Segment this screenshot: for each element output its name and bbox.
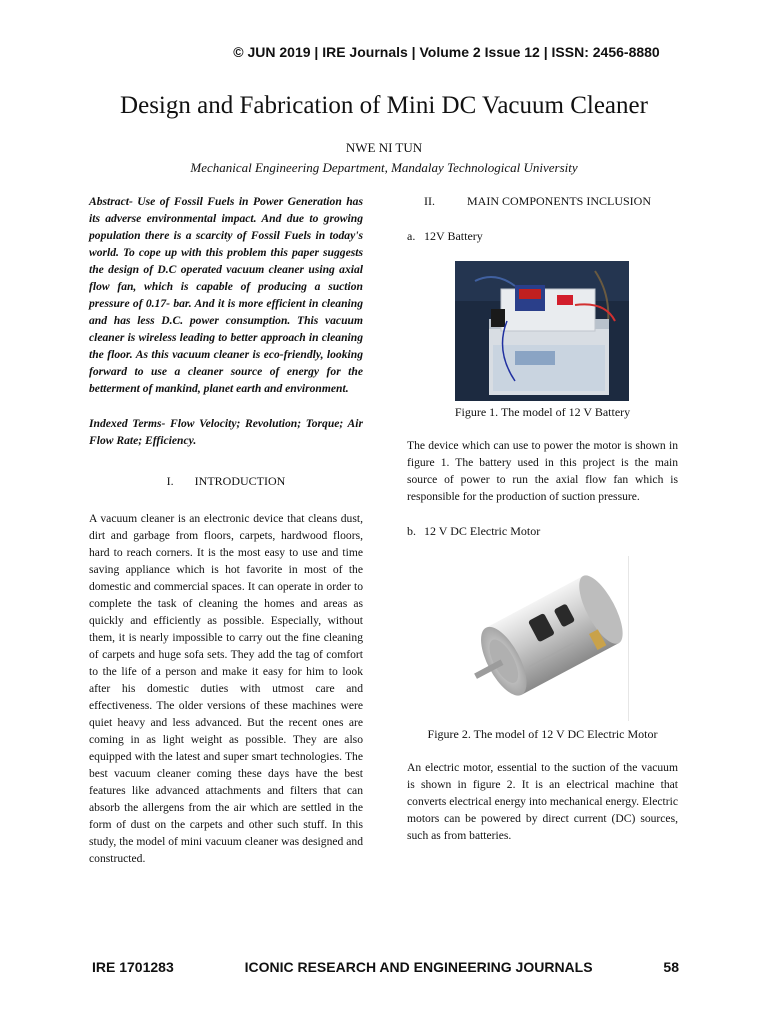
paper-title: Design and Fabrication of Mini DC Vacuum Cleaner: [120, 92, 648, 119]
section-number: I.: [166, 474, 174, 488]
motor-illustration: [459, 556, 629, 721]
figure-motor-photo: [459, 556, 629, 721]
page-number: 58: [663, 959, 679, 975]
page-footer: [92, 959, 679, 975]
subsection-letter: b.: [407, 524, 416, 538]
figure-battery-photo: [455, 261, 629, 401]
subsection-motor: [407, 523, 678, 540]
author-affiliation: Mechanical Engineering Department, Mandalay Technological University: [190, 160, 578, 175]
journal-header: © JUN 2019 | IRE Journals | Volume 2 Issue 12 | ISSN: 2456-8880: [233, 44, 660, 60]
subsection-title: 12V Battery: [424, 229, 483, 243]
section-title: MAIN COMPONENTS INCLUSION: [467, 194, 652, 208]
author-name: NWE NI TUN: [345, 140, 423, 155]
introduction-text: A vacuum cleaner is an electronic device that cleans dust, dirt and garbage from floors, carpets, hardwood floors, hard to reach corners. It is the most easy to use and time saving appliance which is hot favorite in most of the domestic and commercial spaces. It can operate in order to complete the task of cleaning the homes and areas as quickly and efficiently as possible. Especially, without them, it is nearly impossible to carry out the fine cleaning of carpets and huge sofa sets. They add the tag of comfort to the life of a person and make it easy for him to look after his domestic duties with utmost care and effectiveness. The older versions of these machines were quiet heavy and less advanced. But the recent ones are coming in as light weight as possible. They are also equipped with the latest and super smart technologies. The best vacuum cleaner coming these days have the best features like advanced attachments and filters that can absorb the allergens from the air which are settled in the form of dust on the carpets and other such stuff. In this study, the model of mini vacuum cleaner was designed and constructed.: [89, 512, 363, 865]
subsection-battery: [407, 228, 678, 245]
section-title: INTRODUCTION: [194, 474, 286, 488]
figure-2-caption: Figure 2. The model of 12 V DC Electric Motor: [427, 727, 658, 741]
journal-name: ICONIC RESEARCH AND ENGINEERING JOURNALS: [244, 959, 593, 975]
right-column: [407, 193, 678, 844]
subsection-title: 12 V DC Electric Motor: [424, 524, 541, 538]
section-heading-introduction: [89, 473, 363, 490]
section-heading-components: [407, 193, 678, 210]
subsection-letter: a.: [407, 229, 416, 243]
abstract: Abstract- Use of Fossil Fuels in Power Generation has its adverse environmental impact. And due to growing population there is a scarcity of Fossil Fuels in today's world. To cope up with this problem this paper suggests the design of D.C operated vacuum cleaner using axial flow fan, which is capable of producing a suction pressure of 0.17- bar. And it is more efficient in cleaning and has less D.C. power consumption. This vacuum cleaner is wireless leading to better approach in cleaning the floor. As this vacuum cleaner is eco-friendly, looking forward to use a cleaner source of energy for the betterment of mankind, planet earth and environment.: [89, 195, 363, 395]
section-number: II.: [424, 194, 435, 208]
paper-id: IRE 1701283: [92, 959, 174, 975]
left-column: [89, 193, 363, 867]
index-terms: Indexed Terms- Flow Velocity; Revolution; Torque; Air Flow Rate; Efficiency.: [89, 417, 363, 447]
battery-description: The device which can use to power the motor is shown in figure 1. The battery used in this project is the main source of power to run the axial flow fan which is responsible for the production of suction pressure.: [407, 439, 678, 503]
figure-1-caption: Figure 1. The model of 12 V Battery: [454, 405, 631, 419]
battery-illustration: [455, 261, 629, 401]
motor-description: An electric motor, essential to the suction of the vacuum is shown in figure 2. It is an electrical machine that converts electrical energy into mechanical energy. Electric motors can be powered by direct current (DC) sources, such as from batteries.: [407, 761, 678, 842]
